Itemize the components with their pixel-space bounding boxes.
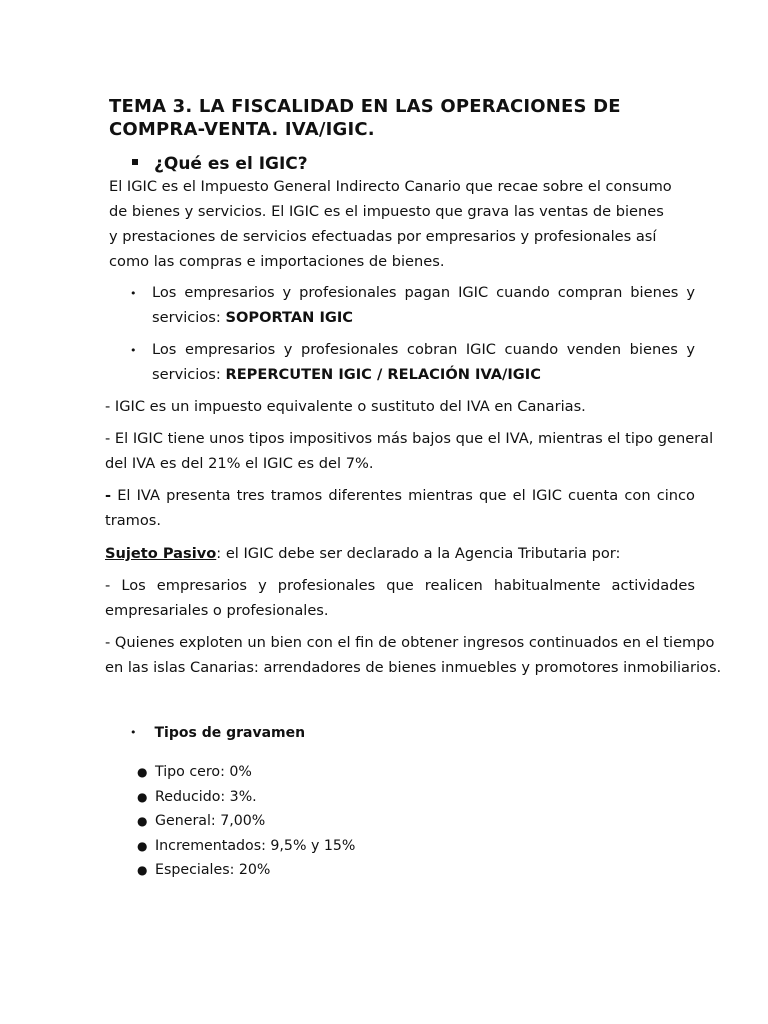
intro-line: de bienes y servicios. El IGIC es el impuesto que grava las ventas de bienes [109, 203, 664, 220]
question-text: ¿Qué es el IGIC? [154, 154, 308, 174]
intro-line: como las compras e importaciones de bienes. [109, 253, 445, 270]
bullet-dot-icon: ● [137, 814, 148, 828]
bullet-dot-icon: • [130, 344, 137, 357]
list-item: ● Reducido: 3%. [137, 785, 355, 810]
square-bullet-icon [132, 159, 138, 165]
bullet-line: Los empresarios y profesionales cobran IGIC cuando venden bienes y [152, 341, 695, 358]
bullet-dot-icon: • [130, 726, 137, 739]
bullet-line-plain: servicios: [152, 309, 226, 326]
bullet-dot-icon: ● [137, 765, 148, 779]
intro-line: El IGIC es el Impuesto General Indirecto Canario que recae sobre el consumo [109, 178, 672, 195]
paragraph-quienes: - Quienes exploten un bien con el fin de obtener ingresos continuados en el tiempo en las islas Canarias: arrendadores de bienes inmuebles y promotores inmobiliarios. [105, 634, 722, 676]
document-title [109, 95, 669, 141]
paragraph-sujeto-pasivo: Sujeto Pasivo: el IGIC debe ser declarado a la Agencia Tributaria por: [105, 545, 621, 562]
bullet-line-bold: REPERCUTEN IGIC / RELACIÓN IVA/IGIC [225, 366, 541, 383]
paragraph-tramos: - El IVA presenta tres tramos diferentes mientras que el IGIC cuenta con cinco tramos. [105, 487, 695, 529]
paragraph-empresarios: - Los empresarios y profesionales que realicen habitualmente actividades empresariales o profesionales. [105, 577, 695, 619]
intro-line: y prestaciones de servicios efectuadas por empresarios y profesionales así [109, 228, 657, 245]
list-item: ● Incrementados: 9,5% y 15% [137, 834, 355, 859]
list-item: ● Especiales: 20% [137, 858, 355, 883]
list-item: ● Tipo cero: 0% [137, 760, 355, 785]
bullet-line: Los empresarios y profesionales pagan IGIC cuando compran bienes y [152, 284, 695, 301]
bullet-dot-icon: ● [137, 838, 148, 853]
intro-paragraph [109, 174, 689, 274]
section-question [132, 153, 308, 175]
bullet-dot-icon: • [130, 287, 137, 300]
tipos-heading: • Tipos de gravamen [130, 725, 306, 741]
list-item: ● General: 7,00% [137, 809, 355, 834]
paragraph-tipos: - El IGIC tiene unos tipos impositivos más bajos que el IVA, mientras el tipo general del IVA es del 21% el IGIC es del 7%. [105, 430, 714, 472]
bullet-line-plain: servicios: [152, 366, 226, 383]
bullet-dot-icon: ● [137, 863, 148, 877]
title-line-1: TEMA 3. LA FISCALIDAD EN LAS OPERACIONES DE [109, 96, 621, 117]
bullet-dot-icon: ● [137, 789, 148, 804]
bullet-line-bold: SOPORTAN IGIC [225, 309, 354, 326]
tipos-list [137, 760, 355, 883]
sujeto-pasivo-label: Sujeto Pasivo [105, 545, 217, 562]
paragraph-equivalente: - IGIC es un impuesto equivalente o sustituto del IVA en Canarias. [105, 398, 586, 415]
title-line-2: COMPRA-VENTA. IVA/IGIC. [109, 119, 375, 140]
